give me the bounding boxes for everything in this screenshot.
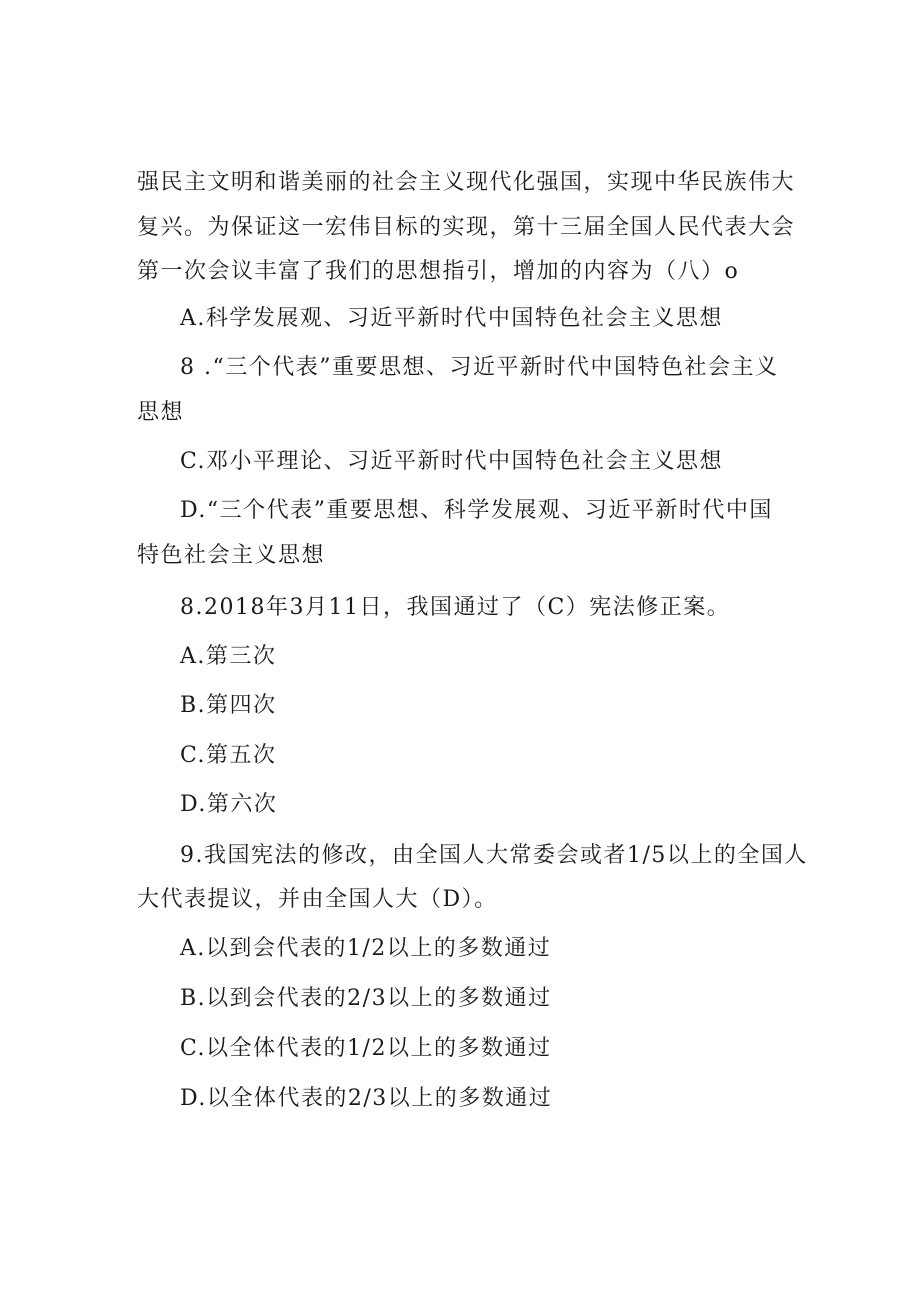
option-line: A.第三次	[180, 644, 277, 669]
option-line: D.“三个代表”重要思想、科学发展观、习近平新时代中国	[180, 498, 773, 523]
paragraph-line: 强民主文明和谐美丽的社会主义现代化强国，实现中华民族伟大	[137, 170, 796, 195]
paragraph-line: 复兴。为保证这一宏伟目标的实现，第十三届全国人民代表大会	[137, 215, 796, 240]
option-line: C.邓小平理论、习近平新时代中国特色社会主义思想	[180, 449, 724, 474]
option-line: A.以到会代表的1/2以上的多数通过	[180, 936, 552, 961]
option-line: B.第四次	[180, 693, 277, 718]
option-line-continuation: 特色社会主义思想	[137, 543, 326, 568]
question-line: 8.2018年3月11日，我国通过了（C）宪法修正案。	[180, 595, 731, 620]
option-line: B.以到会代表的2/3以上的多数通过	[180, 986, 552, 1011]
paragraph-line: 第一次会议丰富了我们的思想指引，增加的内容为（八）o	[137, 259, 740, 284]
option-line: D.第六次	[180, 792, 278, 817]
option-line: A.科学发展观、习近平新时代中国特色社会主义思想	[180, 306, 723, 331]
question-line-continuation: 大代表提议，并由全国人大（D）。	[137, 887, 498, 912]
question-line: 9.我国宪法的修改，由全国人大常委会或者1/5以上的全国人	[180, 843, 808, 868]
option-line: D.以全体代表的2/3以上的多数通过	[180, 1086, 553, 1111]
option-line-continuation: 思想	[137, 400, 185, 425]
option-line: C.第五次	[180, 743, 277, 768]
option-line: C.以全体代表的1/2以上的多数通过	[180, 1036, 552, 1061]
option-line: 8 .“三个代表”重要思想、习近平新时代中国特色社会主义	[180, 355, 779, 380]
